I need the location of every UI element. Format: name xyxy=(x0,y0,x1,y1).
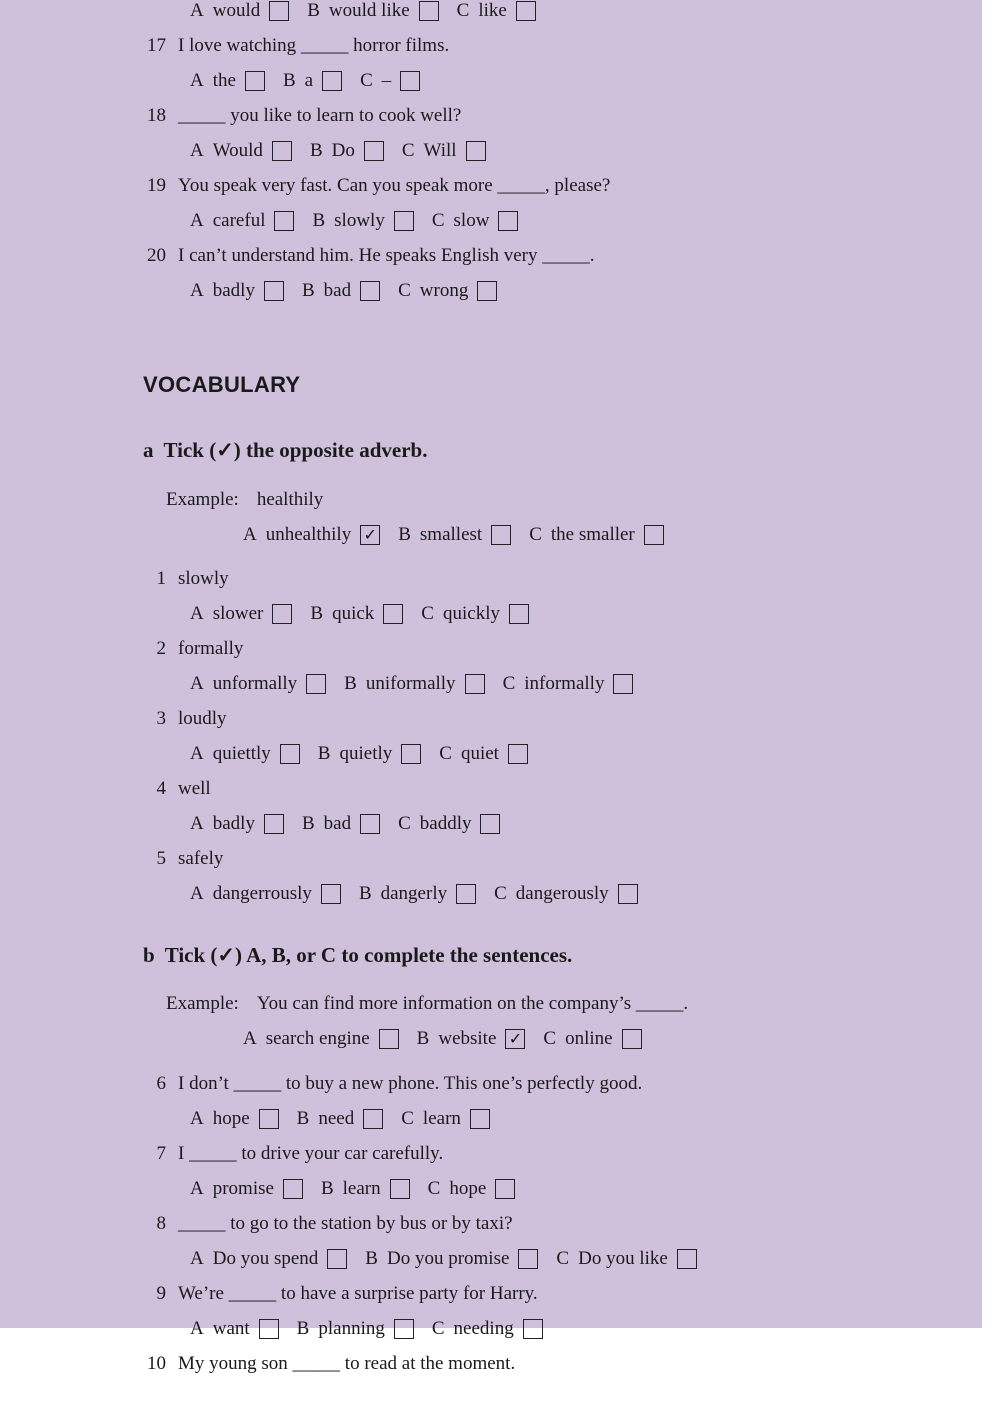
example-b xyxy=(166,991,688,1017)
option-letter: B xyxy=(307,0,320,21)
option-text: uniformally xyxy=(365,673,456,694)
option-text: quick xyxy=(332,603,375,624)
option-letter: C xyxy=(494,883,507,904)
answer-checkbox[interactable] xyxy=(491,525,511,545)
option-c[interactable] xyxy=(360,68,420,94)
answer-checkbox[interactable] xyxy=(477,281,497,301)
answer-checkbox[interactable] xyxy=(466,141,486,161)
option-letter: A xyxy=(190,140,204,161)
option-letter: B xyxy=(296,1108,310,1129)
question-4-options xyxy=(190,811,518,837)
option-letter: C xyxy=(401,140,415,161)
option-letter: A xyxy=(190,743,204,764)
example-b-options xyxy=(243,1026,660,1052)
option-b[interactable] xyxy=(312,208,413,234)
option-text: dangerrously xyxy=(212,883,312,904)
answer-checkbox[interactable] xyxy=(363,1109,383,1129)
answer-checkbox[interactable] xyxy=(419,1,439,21)
answer-checkbox[interactable] xyxy=(259,1319,279,1339)
question-number: 7 xyxy=(156,1143,166,1164)
option-text: Do you like xyxy=(578,1248,668,1269)
question-2 xyxy=(144,636,243,662)
question-20-options xyxy=(190,278,515,304)
option-letter: C xyxy=(529,524,542,545)
answer-checkbox[interactable] xyxy=(274,211,294,231)
option-text: search engine xyxy=(265,1028,370,1049)
question-20 xyxy=(144,243,595,269)
option-text: planning xyxy=(318,1318,385,1339)
option-letter: C xyxy=(439,743,452,764)
option-text: a xyxy=(304,70,314,91)
answer-checkbox[interactable] xyxy=(622,1029,642,1049)
option-b[interactable] xyxy=(297,1316,414,1342)
option-text: would xyxy=(212,0,261,21)
question-18 xyxy=(144,103,461,129)
answer-checkbox[interactable] xyxy=(280,744,300,764)
option-letter: A xyxy=(190,0,204,21)
option-text: bad xyxy=(323,280,352,301)
subsection-instruction: Tick (✓) the opposite adverb. xyxy=(163,438,428,462)
example-label: Example: xyxy=(166,993,239,1014)
option-text: need xyxy=(318,1108,355,1129)
answer-checkbox[interactable] xyxy=(272,604,292,624)
answer-checkbox[interactable] xyxy=(379,1029,399,1049)
option-text: hope xyxy=(212,1108,250,1129)
option-text: the smaller xyxy=(550,524,635,545)
subsection-instruction: Tick (✓) A, B, or C to complete the sentences. xyxy=(164,943,573,967)
answer-checkbox[interactable] xyxy=(480,814,500,834)
question-7 xyxy=(144,1141,443,1167)
option-b[interactable] xyxy=(359,881,476,907)
option-text: Do you spend xyxy=(212,1248,319,1269)
option-text: hope xyxy=(449,1178,487,1199)
question-1 xyxy=(144,566,229,592)
answer-checkbox[interactable] xyxy=(523,1319,543,1339)
option-letter: A xyxy=(190,813,204,834)
option-text: – xyxy=(381,70,392,91)
option-c[interactable] xyxy=(432,208,519,234)
option-text: informally xyxy=(524,673,605,694)
question-number: 4 xyxy=(156,778,166,799)
question-8-options xyxy=(190,1246,715,1272)
question-text: safely xyxy=(178,848,224,869)
checked-checkbox[interactable]: ✓ xyxy=(360,525,380,545)
question-number: 8 xyxy=(156,1213,166,1234)
answer-checkbox[interactable] xyxy=(245,71,265,91)
question-text: I love watching _____ horror films. xyxy=(178,35,450,56)
option-text: unformally xyxy=(212,673,298,694)
option-c[interactable] xyxy=(428,1176,516,1202)
question-18-options xyxy=(190,138,504,164)
option-letter: A xyxy=(190,210,204,231)
option-text: want xyxy=(212,1318,250,1339)
option-a[interactable] xyxy=(190,741,300,767)
option-letter: B xyxy=(344,673,357,694)
question-5-options xyxy=(190,881,656,907)
option-a[interactable] xyxy=(190,208,294,234)
option-text: dangerly xyxy=(380,883,448,904)
option-text: Do xyxy=(331,140,355,161)
option-text: badly xyxy=(212,280,255,301)
option-a[interactable] xyxy=(243,522,380,548)
option-letter: C xyxy=(398,280,411,301)
answer-checkbox[interactable] xyxy=(516,1,536,21)
option-b[interactable] xyxy=(310,601,403,627)
option-letter: B xyxy=(301,813,315,834)
option-a[interactable] xyxy=(190,68,265,94)
question-4 xyxy=(144,776,211,802)
option-a[interactable] xyxy=(190,671,326,697)
subsection-a-heading xyxy=(143,438,427,463)
option-b[interactable] xyxy=(283,68,342,94)
subsection-letter: b xyxy=(143,943,155,967)
option-c[interactable] xyxy=(432,1316,543,1342)
answer-checkbox[interactable] xyxy=(360,281,380,301)
question-number: 9 xyxy=(156,1283,166,1304)
option-c[interactable] xyxy=(457,0,536,24)
option-text: Do you promise xyxy=(386,1248,510,1269)
question-number: 6 xyxy=(156,1073,166,1094)
answer-checkbox[interactable] xyxy=(618,884,638,904)
answer-checkbox[interactable] xyxy=(644,525,664,545)
option-text: website xyxy=(438,1028,497,1049)
answer-checkbox[interactable] xyxy=(269,1,289,21)
option-letter: A xyxy=(190,1108,204,1129)
option-letter: A xyxy=(190,1248,204,1269)
answer-checkbox[interactable] xyxy=(508,744,528,764)
question-10 xyxy=(144,1351,515,1377)
question-6 xyxy=(144,1071,642,1097)
subsection-b-heading xyxy=(143,943,572,968)
option-letter: A xyxy=(190,883,204,904)
question-number: 18 xyxy=(147,105,166,126)
option-text: slow xyxy=(453,210,490,231)
question-text: well xyxy=(178,778,211,799)
option-text: would like xyxy=(328,0,410,21)
option-letter: B xyxy=(282,70,296,91)
option-text: dangerously xyxy=(515,883,609,904)
answer-checkbox[interactable] xyxy=(677,1249,697,1269)
answer-checkbox[interactable] xyxy=(400,71,420,91)
question-number: 2 xyxy=(156,638,166,659)
question-text: We’re _____ to have a surprise party for Harry. xyxy=(178,1283,538,1304)
option-a[interactable] xyxy=(190,1176,303,1202)
option-text: learn xyxy=(342,1178,381,1199)
option-letter: C xyxy=(398,813,411,834)
option-c[interactable] xyxy=(398,811,500,837)
option-b[interactable] xyxy=(417,1026,526,1052)
option-text: Will xyxy=(423,140,457,161)
answer-checkbox[interactable] xyxy=(272,141,292,161)
option-text: the xyxy=(212,70,236,91)
option-letter: B xyxy=(320,1178,334,1199)
question-text: My young son _____ to read at the moment. xyxy=(178,1353,516,1374)
option-text: online xyxy=(565,1028,613,1049)
option-text: smallest xyxy=(419,524,483,545)
option-c[interactable] xyxy=(401,1106,490,1132)
question-3 xyxy=(144,706,227,732)
answer-checkbox[interactable] xyxy=(498,211,518,231)
answer-checkbox[interactable] xyxy=(264,814,284,834)
option-letter: A xyxy=(190,673,204,694)
option-letter: C xyxy=(556,1248,570,1269)
option-a[interactable] xyxy=(190,1246,347,1272)
answer-checkbox[interactable] xyxy=(283,1179,303,1199)
question-text: loudly xyxy=(178,708,227,729)
option-c[interactable] xyxy=(398,278,497,304)
option-text: baddly xyxy=(419,813,472,834)
answer-checkbox[interactable] xyxy=(259,1109,279,1129)
answer-checkbox[interactable] xyxy=(495,1179,515,1199)
question-number: 20 xyxy=(147,245,166,266)
question-text: formally xyxy=(178,638,244,659)
option-text: quickly xyxy=(442,603,500,624)
option-letter: C xyxy=(360,70,373,91)
answer-checkbox[interactable] xyxy=(322,71,342,91)
answer-checkbox[interactable] xyxy=(360,814,380,834)
option-letter: C xyxy=(543,1028,557,1049)
option-letter: A xyxy=(190,70,204,91)
option-text: unhealthily xyxy=(265,524,352,545)
option-a[interactable] xyxy=(190,1316,279,1342)
option-letter: C xyxy=(431,1318,445,1339)
section-title: VOCABULARY xyxy=(143,372,301,397)
question-number: 19 xyxy=(147,175,166,196)
answer-checkbox[interactable] xyxy=(613,674,633,694)
option-text: learn xyxy=(422,1108,461,1129)
question-5 xyxy=(144,846,223,872)
question-17-options xyxy=(190,68,438,94)
option-b[interactable] xyxy=(365,1246,538,1272)
question-17 xyxy=(144,33,449,59)
answer-checkbox[interactable] xyxy=(306,674,326,694)
question-16-options xyxy=(190,0,554,24)
answer-checkbox[interactable] xyxy=(383,604,403,624)
question-9-options xyxy=(190,1316,561,1342)
question-text: _____ to go to the station by bus or by taxi? xyxy=(178,1213,513,1234)
question-number: 17 xyxy=(147,35,166,56)
option-letter: C xyxy=(421,603,434,624)
option-text: promise xyxy=(212,1178,274,1199)
question-19 xyxy=(144,173,610,199)
checked-checkbox[interactable]: ✓ xyxy=(505,1029,525,1049)
answer-checkbox[interactable] xyxy=(401,744,421,764)
option-text: quiettly xyxy=(212,743,271,764)
option-letter: B xyxy=(358,883,372,904)
example-text: You can find more information on the company’s _____. xyxy=(256,993,689,1014)
option-c[interactable] xyxy=(402,138,486,164)
option-letter: B xyxy=(398,524,411,545)
option-b[interactable] xyxy=(297,1106,384,1132)
option-b[interactable] xyxy=(318,741,421,767)
option-letter: C xyxy=(431,210,445,231)
question-number: 3 xyxy=(156,708,166,729)
option-b[interactable] xyxy=(398,522,511,548)
subsection-letter: a xyxy=(143,438,154,462)
question-number: 1 xyxy=(156,568,166,589)
question-number: 5 xyxy=(156,848,166,869)
answer-checkbox[interactable] xyxy=(394,1319,414,1339)
option-letter: A xyxy=(243,524,257,545)
option-a[interactable] xyxy=(190,278,284,304)
option-a[interactable] xyxy=(190,138,292,164)
question-3-options xyxy=(190,741,546,767)
option-b[interactable] xyxy=(302,278,380,304)
option-letter: A xyxy=(190,603,204,624)
question-number: 10 xyxy=(147,1353,166,1374)
question-text: I don’t _____ to buy a new phone. This one’s perfectly good. xyxy=(178,1073,643,1094)
answer-checkbox[interactable] xyxy=(364,141,384,161)
answer-checkbox[interactable] xyxy=(470,1109,490,1129)
question-text: I _____ to drive your car carefully. xyxy=(178,1143,444,1164)
option-text: wrong xyxy=(419,280,469,301)
option-b[interactable] xyxy=(321,1176,410,1202)
option-letter: C xyxy=(427,1178,441,1199)
option-c[interactable] xyxy=(503,671,634,697)
option-letter: A xyxy=(243,1028,257,1049)
option-text: Would xyxy=(212,140,263,161)
question-1-options xyxy=(190,601,547,627)
question-2-options xyxy=(190,671,651,697)
option-b[interactable] xyxy=(310,138,384,164)
answer-checkbox[interactable] xyxy=(390,1179,410,1199)
answer-checkbox[interactable] xyxy=(321,884,341,904)
option-c[interactable] xyxy=(439,741,528,767)
option-letter: B xyxy=(416,1028,430,1049)
option-text: slower xyxy=(212,603,264,624)
option-a[interactable] xyxy=(190,811,284,837)
option-a[interactable] xyxy=(190,0,289,24)
question-7-options xyxy=(190,1176,533,1202)
question-6-options xyxy=(190,1106,508,1132)
option-c[interactable] xyxy=(543,1026,641,1052)
option-letter: A xyxy=(190,280,204,301)
option-b[interactable] xyxy=(307,0,438,24)
option-text: bad xyxy=(323,813,352,834)
option-text: quiet xyxy=(460,743,499,764)
option-letter: B xyxy=(312,210,326,231)
option-letter: B xyxy=(317,743,331,764)
option-letter: B xyxy=(365,1248,378,1269)
question-19-options xyxy=(190,208,536,234)
option-letter: B xyxy=(310,603,324,624)
option-letter: B xyxy=(301,280,315,301)
option-text: badly xyxy=(212,813,255,834)
example-text: healthily xyxy=(256,489,324,510)
answer-checkbox[interactable] xyxy=(518,1249,538,1269)
answer-checkbox[interactable] xyxy=(264,281,284,301)
option-letter: A xyxy=(190,1318,204,1339)
question-text: slowly xyxy=(178,568,229,589)
answer-checkbox[interactable] xyxy=(509,604,529,624)
option-b[interactable] xyxy=(344,671,484,697)
option-b[interactable] xyxy=(302,811,380,837)
option-text: needing xyxy=(453,1318,514,1339)
option-text: like xyxy=(478,0,507,21)
option-c[interactable] xyxy=(556,1246,696,1272)
option-text: careful xyxy=(212,210,266,231)
option-text: slowly xyxy=(334,210,385,231)
question-9 xyxy=(144,1281,538,1307)
example-a xyxy=(166,487,323,513)
example-a-options xyxy=(243,522,682,548)
question-text: I can’t understand him. He speaks English very _____. xyxy=(178,245,595,266)
option-letter: C xyxy=(502,673,516,694)
option-letter: C xyxy=(401,1108,414,1129)
option-letter: A xyxy=(190,1178,204,1199)
question-text: You speak very fast. Can you speak more _____, please? xyxy=(178,175,611,196)
question-text: _____ you like to learn to cook well? xyxy=(178,105,462,126)
answer-checkbox[interactable] xyxy=(327,1249,347,1269)
option-a[interactable] xyxy=(190,881,341,907)
option-c[interactable] xyxy=(421,601,529,627)
option-letter: B xyxy=(309,140,323,161)
option-a[interactable] xyxy=(190,601,292,627)
option-c[interactable] xyxy=(494,881,638,907)
option-letter: B xyxy=(296,1318,310,1339)
option-letter: C xyxy=(456,0,470,21)
option-c[interactable] xyxy=(529,522,664,548)
option-a[interactable] xyxy=(190,1106,279,1132)
example-label: Example: xyxy=(166,489,239,510)
answer-checkbox[interactable] xyxy=(456,884,476,904)
answer-checkbox[interactable] xyxy=(465,674,485,694)
option-text: quietly xyxy=(339,743,393,764)
question-8 xyxy=(144,1211,513,1237)
option-a[interactable] xyxy=(243,1026,399,1052)
answer-checkbox[interactable] xyxy=(394,211,414,231)
